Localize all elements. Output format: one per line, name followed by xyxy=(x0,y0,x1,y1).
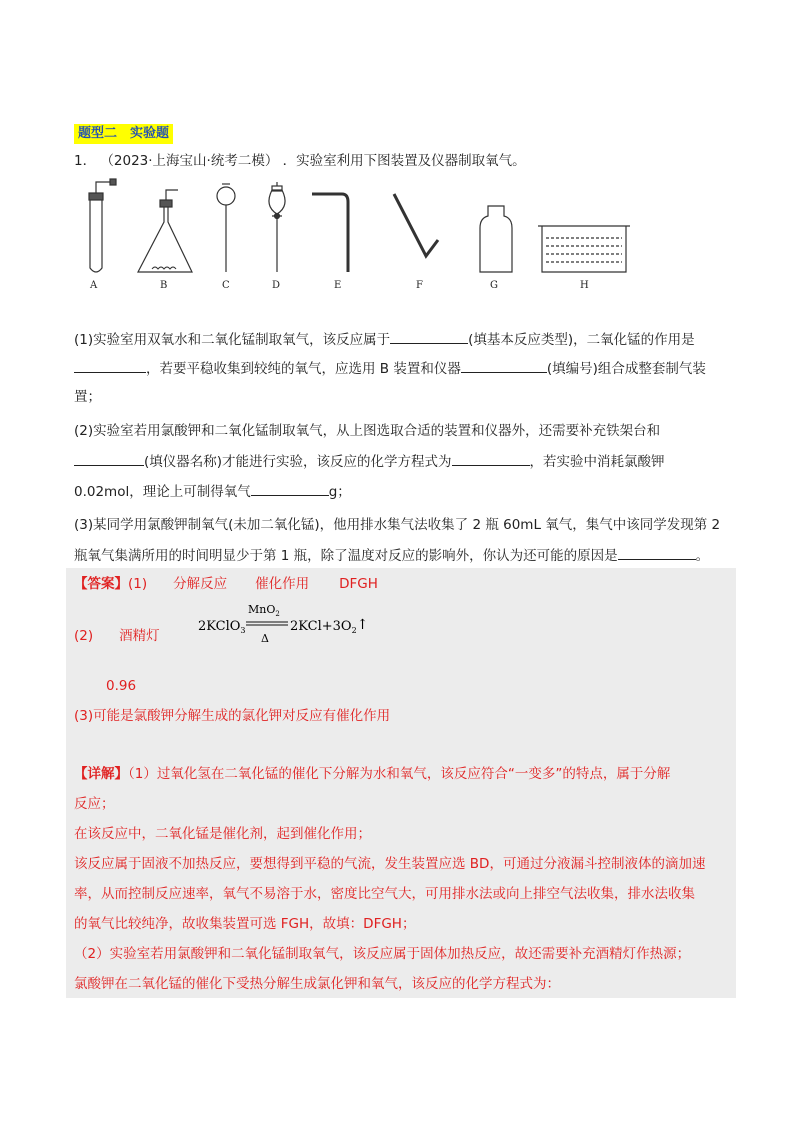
apparatus-label-h: H xyxy=(580,280,589,291)
answer-reaction-type: 分解反应 xyxy=(173,576,228,592)
answer-blank[interactable] xyxy=(461,358,547,373)
svg-text:MnO2: MnO$_2$ xyxy=(248,603,280,618)
detail-line-6: 的氧气比较纯净，故收集装置可选 FGH，故填：DFGH； xyxy=(74,916,416,932)
detail-line-3: 在该反应中，二氧化锰是催化剂，起到催化作用； xyxy=(74,826,371,842)
apparatus-f-delivery-tube xyxy=(394,194,438,256)
detail-tag: 【详解】 xyxy=(74,766,128,782)
answer-tag: 【答案】 xyxy=(74,576,128,592)
question-intro: ．实验室利用下图装置及仪器制取氧气。 xyxy=(282,153,526,169)
part1-line3: 置； xyxy=(74,389,101,405)
section-title: 题型二 实验题 xyxy=(74,124,173,144)
part1-line1: (1)实验室用双氧水和二氧化锰制取氧气，该反应属于 (填基本反应类型)，二氧化锰的作用是 xyxy=(74,329,695,350)
apparatus-label-g: G xyxy=(490,280,498,291)
apparatus-label-b: B xyxy=(160,280,168,291)
apparatus-label-d: D xyxy=(272,280,281,291)
answer-apparatus: DFGH xyxy=(339,576,378,592)
apparatus-g-gas-bottle xyxy=(480,206,512,272)
answer-mno2-role: 催化作用 xyxy=(255,576,310,592)
apparatus-label-e: E xyxy=(334,280,342,291)
answer-blank[interactable] xyxy=(390,329,468,344)
detail-line-4: 该反应属于固液不加热反应，要想得到平稳的气流，发生装置应选 BD，可通过分液漏斗控制液体的滴加速 xyxy=(74,856,706,872)
apparatus-d-separatory-funnel xyxy=(269,182,285,272)
apparatus-label-f: F xyxy=(416,280,423,291)
question-source: （2023·上海宝山·统考二模） xyxy=(100,153,279,169)
part3-line1: (3)某同学用氯酸钾制氧气(未加二氧化锰)，他用排水集气法收集了 2 瓶 60mL 氧气，集气中该同学发现第 2 xyxy=(74,517,721,533)
detail-line-1: 【详解】（1）过氧化氢在二氧化锰的催化下分解为水和氧气，该反应符合“一变多”的特点，属于分解 xyxy=(74,766,671,782)
apparatus-e-bent-tube xyxy=(312,194,348,272)
svg-text:2KClO3: 2KClO$_3$ xyxy=(198,619,246,635)
answer-blank[interactable] xyxy=(251,481,329,496)
detail-line-5: 率，从而控制反应速率，氧气不易溶于水，密度比空气大，可用排水法或向上排空气法收集，排水法收集 xyxy=(74,886,695,902)
answer-blank[interactable] xyxy=(618,545,696,560)
apparatus-label-a: A xyxy=(90,280,98,291)
apparatus-b-flask xyxy=(138,190,192,272)
chemical-equation xyxy=(196,600,386,650)
answer-oxygen-mass: 0.96 xyxy=(106,678,137,694)
answer-line-3: (3)可能是氯酸钾分解生成的氯化钾对反应有催化作用 xyxy=(74,708,391,724)
svg-text:2KCl+3O2↑: $2KCl+3O_2↑$ xyxy=(290,617,369,635)
answer-line-1: 【答案】(1) 分解反应 催化作用 DFGH xyxy=(74,576,378,592)
part2-line1: (2)实验室若用氯酸钾和二氧化锰制取氧气，从上图选取合适的装置和仪器外，还需要补充铁架台和 xyxy=(74,423,661,439)
detail-line-8: 氯酸钾在二氧化锰的催化下受热分解生成氯化钾和氧气，该反应的化学方程式为： xyxy=(74,976,560,992)
svg-text:Δ: Δ xyxy=(261,632,269,645)
answer-blank[interactable] xyxy=(452,451,530,466)
apparatus-a-test-tube xyxy=(89,179,116,272)
part2-line3: 0.02mol，理论上可制得氧气 g； xyxy=(74,481,351,502)
apparatus-h-water-trough xyxy=(538,226,630,272)
detail-line-7: （2）实验室若用氯酸钾和二氧化锰制取氧气，该反应属于固体加热反应，故还需要补充酒精灯作热源； xyxy=(74,946,691,962)
apparatus-c-funnel xyxy=(217,184,235,272)
answer-burner: 酒精灯 xyxy=(119,628,160,644)
answer-line-2: (2) 酒精灯 xyxy=(74,628,160,644)
answer-blank[interactable] xyxy=(74,358,146,373)
part3-line2: 瓶氧气集满所用的时间明显少于第 1 瓶，除了温度对反应的影响外，你认为还可能的原因是 。 xyxy=(74,545,709,566)
question-number: 1． xyxy=(74,153,97,169)
apparatus-label-c: C xyxy=(222,280,230,291)
part2-line2: (填仪器名称)才能进行实验，该反应的化学方程式为 ，若实验中消耗氯酸钾 xyxy=(74,451,665,472)
question-header xyxy=(74,151,526,171)
detail-line-2: 反应； xyxy=(74,796,115,812)
part1-line2: ，若要平稳收集到较纯的氧气，应选用 B 装置和仪器 (填编号)组合成整套制气装 xyxy=(74,358,706,379)
answer-blank[interactable] xyxy=(74,451,144,466)
apparatus-figure xyxy=(76,176,636,296)
